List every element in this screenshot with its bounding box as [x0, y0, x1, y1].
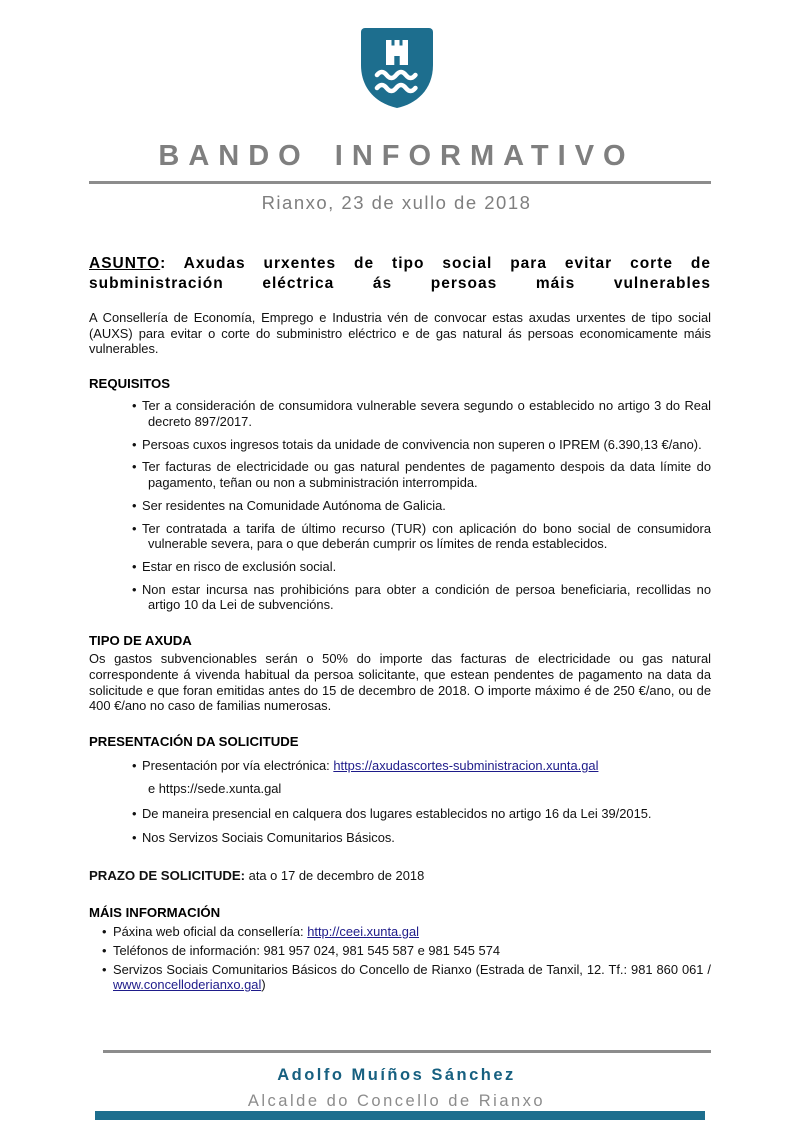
prazo-text: ata o 17 de decembro de 2018	[245, 868, 425, 884]
document-date: Rianxo, 23 de xullo de 2018	[261, 192, 532, 213]
list-item: • Nos Servizos Sociais Comunitarios Básicos.	[89, 830, 711, 846]
presentacion-item1-line2: e https://sede.xunta.gal	[148, 780, 282, 796]
concelloderianxo-link[interactable]: www.concelloderianxo.gal	[113, 977, 262, 993]
mais-item3-suffix: )	[261, 977, 266, 993]
list-item: • Persoas cuxos ingresos totais da unidade de convivencia non superen o IPREM (6.390,13 €/ano).	[89, 437, 711, 453]
presentacion-item1-text: Presentación por vía electrónica:	[142, 758, 334, 774]
list-item: • Non estar incursa nas prohibicións para obter a condición de persoa beneficiaria, recollidas no artigo 10 da Lei de subvencións.	[89, 582, 711, 613]
concello-rianxo-shield-icon	[360, 96, 434, 113]
subject-heading	[89, 254, 711, 295]
list-item	[89, 758, 711, 796]
list-item: • Ter contratada a tarifa de último recurso (TUR) con aplicación do bono social de consumidora vulnerable severa, para o que deberán cumprir os límites de renda establecidos.	[89, 521, 711, 552]
signature-role: Alcalde do Concello de Rianxo	[247, 1092, 546, 1111]
document-footer	[0, 1050, 793, 1111]
tipo-paragraph: Os gastos subvencionables serán o 50% do importe das facturas de electricidade ou gas natural correspondente á vivenda habitual da persoa solicitante, que estean pendentes de pagamento na data da solicitude e que foran emitidas antes do 15 de decembro de 2018. O importe máximo é de 250 €/ano, ou de 400 €/ano no caso de familias numerosas.	[89, 651, 711, 714]
requisitos-heading: REQUISITOS	[89, 376, 171, 392]
prazo-line	[89, 868, 711, 884]
section-presentacion	[89, 734, 711, 846]
mais-info-list	[89, 924, 711, 993]
requisitos-list	[89, 398, 711, 613]
footer-divider	[103, 1050, 711, 1053]
document-body	[0, 254, 793, 993]
axudascortes-link[interactable]: https://axudascortes-subministracion.xunta.gal	[333, 758, 599, 774]
footer-accent-bar	[95, 1111, 705, 1120]
ceei-link[interactable]: http://ceei.xunta.gal	[307, 924, 419, 940]
list-item	[89, 962, 711, 993]
intro-paragraph: A Consellería de Economía, Emprego e Industria vén de convocar estas axudas urxentes de tipo social (AUXS) para evitar o corte do subministro eléctrico e de gas natural ás persoas economicamente máis vulnerables.	[89, 309, 711, 357]
list-item: • Teléfonos de información: 981 957 024, 981 545 587 e 981 545 574	[89, 943, 711, 959]
signature-name: Adolfo Muíños Sánchez	[277, 1066, 516, 1085]
presentacion-heading: PRESENTACIÓN DA SOLICITUDE	[89, 734, 299, 750]
section-requisitos	[89, 376, 711, 613]
list-item: • De maneira presencial en calquera dos lugares establecidos no artigo 16 da Lei 39/2015.	[89, 806, 711, 822]
document-header	[0, 0, 793, 214]
mais-item3-text: Servizos Sociais Comunitarios Básicos do Concello de Rianxo (Estrada de Tanxil, 12. Tf.: 981 860 061 /	[113, 961, 711, 977]
subject-text: : Axudas urxentes de tipo social para evitar corte de subministración eléctrica ás persoas máis vulnerables	[89, 255, 711, 293]
mais-item1-text: Páxina web oficial da consellería:	[113, 924, 308, 940]
list-item: • Ter a consideración de consumidora vulnerable severa segundo o establecido no artigo 3 do Real decreto 897/2017.	[89, 398, 711, 429]
header-divider	[89, 181, 711, 184]
list-item: • Ter facturas de electricidade ou gas natural pendentes de pagamento despois da data límite do pagamento, teñan ou non a subministración interrompida.	[89, 459, 711, 490]
section-tipo-de-axuda	[89, 633, 711, 714]
tipo-heading: TIPO DE AXUDA	[89, 633, 192, 649]
list-item: • Ser residentes na Comunidade Autónoma de Galicia.	[89, 498, 711, 514]
presentacion-list	[89, 758, 711, 846]
prazo-label: PRAZO DE SOLICITUDE:	[89, 868, 246, 884]
section-mais-informacion	[89, 905, 711, 993]
mais-info-heading: MÁIS INFORMACIÓN	[89, 905, 221, 921]
list-item: • Estar en risco de exclusión social.	[89, 559, 711, 575]
list-item	[89, 924, 711, 940]
subject-label: ASUNTO	[89, 255, 161, 272]
document-title: BANDO INFORMATIVO	[158, 140, 635, 172]
